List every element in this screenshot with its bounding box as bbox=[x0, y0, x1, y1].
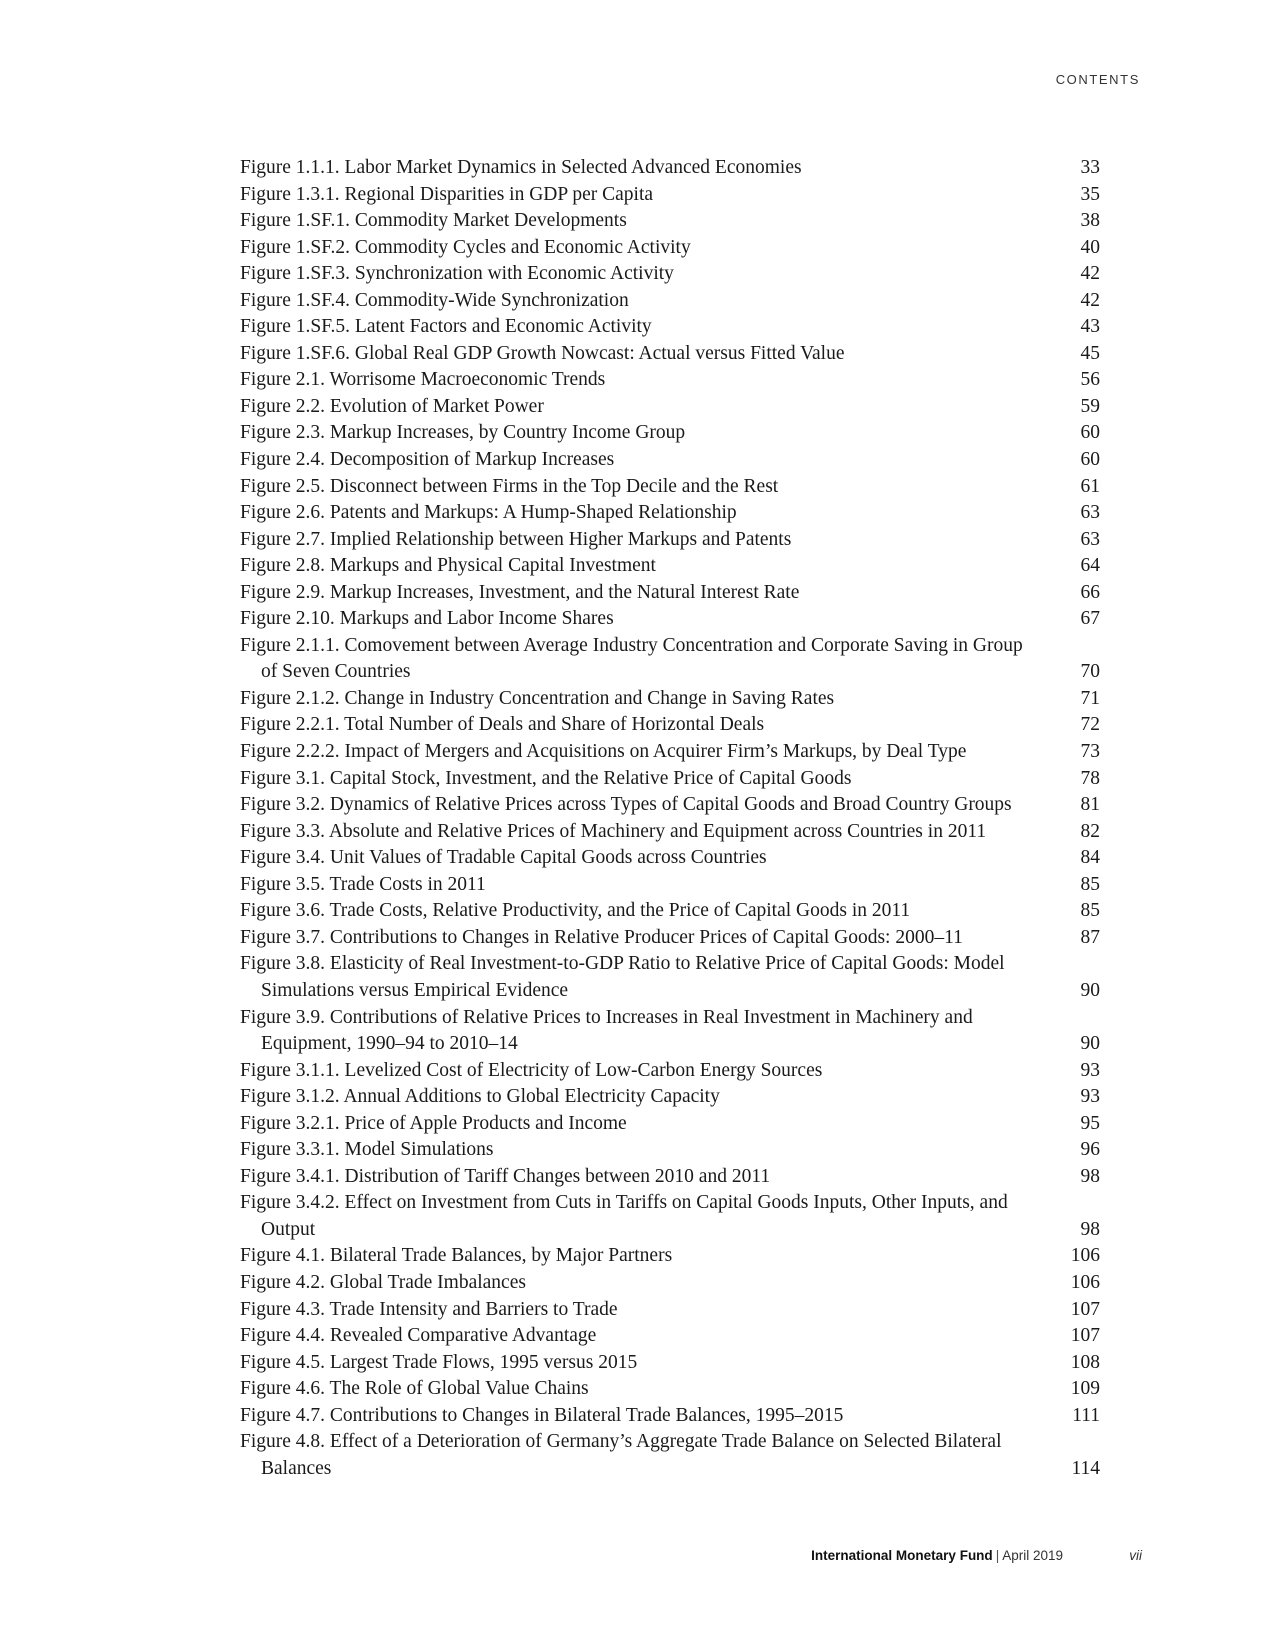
toc-entry-page: 33 bbox=[1080, 157, 1100, 178]
toc-entry-title: Figure 4.3. Trade Intensity and Barriers to Trade bbox=[240, 1298, 618, 1320]
toc-entry-page: 93 bbox=[1080, 1059, 1100, 1081]
toc-entry bbox=[240, 1270, 1100, 1297]
toc-entry bbox=[240, 898, 1100, 925]
toc-entry-page: 63 bbox=[1080, 528, 1100, 550]
footer-publisher: International Monetary Fund bbox=[811, 1548, 993, 1563]
toc-entry-page: 72 bbox=[1080, 714, 1100, 736]
toc-entry-title: Figure 1.SF.2. Commodity Cycles and Economic Activity bbox=[240, 236, 691, 258]
toc-entry-title: Figure 3.9. Contributions of Relative Prices to Increases in Real Investment in Machinery and Equipment, 1990–94 to 2010–14 bbox=[240, 1006, 973, 1055]
toc-entry bbox=[240, 1084, 1100, 1111]
toc-entry-page: 45 bbox=[1080, 342, 1100, 364]
toc-entry-page: 67 bbox=[1080, 608, 1100, 630]
toc-entry bbox=[240, 925, 1100, 952]
toc-entry-title: Figure 3.1.2. Annual Additions to Global Electricity Capacity bbox=[240, 1086, 720, 1108]
toc-entry-page: 71 bbox=[1080, 687, 1100, 709]
toc-entry-title: Figure 2.1. Worrisome Macroeconomic Trends bbox=[240, 369, 606, 391]
toc-entry-title: Figure 3.1. Capital Stock, Investment, and the Relative Price of Capital Goods bbox=[240, 767, 852, 789]
toc-entry bbox=[240, 553, 1100, 580]
toc-entry-page: 95 bbox=[1080, 1112, 1100, 1134]
toc-entry bbox=[240, 1058, 1100, 1085]
toc-entry-title: Figure 2.8. Markups and Physical Capital Investment bbox=[240, 555, 656, 577]
footer-date: April 2019 bbox=[1002, 1548, 1063, 1563]
toc-entry-page: 66 bbox=[1080, 581, 1100, 603]
toc-entry bbox=[240, 261, 1100, 288]
toc-entry-page: 90 bbox=[1080, 1033, 1100, 1055]
toc-entry-page: 107 bbox=[1070, 1298, 1100, 1320]
toc-entry-title: Figure 1.SF.5. Latent Factors and Economic Activity bbox=[240, 316, 652, 338]
toc-entry bbox=[240, 1005, 1100, 1058]
toc-entry-title: Figure 3.8. Elasticity of Real Investment-to-GDP Ratio to Relative Price of Capital Goods: Model Simulations versus Empirical Evidence bbox=[240, 953, 1005, 1001]
footer-page-number: vii bbox=[1129, 1548, 1142, 1563]
toc-entry bbox=[240, 474, 1100, 501]
toc-entry bbox=[240, 1376, 1100, 1403]
toc-entry-page: 63 bbox=[1080, 502, 1100, 524]
page-footer bbox=[0, 1548, 1275, 1568]
toc-entry bbox=[240, 527, 1100, 554]
toc-entry-title: Figure 3.4.1. Distribution of Tariff Changes between 2010 and 2011 bbox=[240, 1165, 771, 1187]
toc-entry bbox=[240, 447, 1100, 474]
toc-entry-title: Figure 2.2. Evolution of Market Power bbox=[240, 395, 544, 417]
toc-entry-title: Figure 3.2. Dynamics of Relative Prices across Types of Capital Goods and Broad Country Groups bbox=[240, 794, 1012, 816]
toc-entry-title: Figure 3.1.1. Levelized Cost of Electricity of Low-Carbon Energy Sources bbox=[240, 1059, 823, 1081]
toc-entry-title: Figure 2.4. Decomposition of Markup Increases bbox=[240, 449, 615, 471]
toc-entry bbox=[240, 1350, 1100, 1377]
toc-entry-page: 85 bbox=[1080, 873, 1100, 895]
toc-entry bbox=[240, 792, 1100, 819]
toc-entry-title: Figure 2.3. Markup Increases, by Country Income Group bbox=[240, 422, 686, 444]
toc-entry-page: 90 bbox=[1080, 979, 1100, 1001]
toc-entry bbox=[240, 1137, 1100, 1164]
toc-entry-page: 56 bbox=[1080, 369, 1100, 391]
toc-entry-page: 85 bbox=[1080, 900, 1100, 922]
toc-entry bbox=[240, 182, 1100, 209]
toc-entry-title: Figure 2.6. Patents and Markups: A Hump-Shaped Relationship bbox=[240, 502, 737, 524]
toc-entry-title: Figure 4.5. Largest Trade Flows, 1995 versus 2015 bbox=[240, 1351, 638, 1373]
toc-entry-title: Figure 3.6. Trade Costs, Relative Productivity, and the Price of Capital Goods in 2011 bbox=[240, 900, 911, 922]
toc-entry-title: Figure 2.9. Markup Increases, Investment, and the Natural Interest Rate bbox=[240, 581, 800, 603]
toc-entry bbox=[240, 580, 1100, 607]
toc-entry bbox=[240, 208, 1100, 235]
toc-entry-page: 42 bbox=[1080, 289, 1100, 311]
toc-entry-page: 60 bbox=[1080, 449, 1100, 471]
toc-entry-page: 108 bbox=[1070, 1351, 1100, 1373]
toc-entry-page: 60 bbox=[1080, 422, 1100, 444]
toc-entry-title: Figure 4.7. Contributions to Changes in Bilateral Trade Balances, 1995–2015 bbox=[240, 1404, 844, 1426]
toc-entry bbox=[240, 500, 1100, 527]
toc-entry-page: 114 bbox=[1071, 1457, 1100, 1479]
toc-entry-title: Figure 2.1.2. Change in Industry Concentration and Change in Saving Rates bbox=[240, 687, 835, 709]
toc-entry-title: Figure 3.3. Absolute and Relative Prices of Machinery and Equipment across Countries in 2011 bbox=[240, 820, 987, 842]
toc-entry bbox=[240, 606, 1100, 633]
toc-entry-title: Figure 2.7. Implied Relationship between Higher Markups and Patents bbox=[240, 528, 792, 550]
toc-entry-page: 35 bbox=[1080, 183, 1100, 205]
toc-entry bbox=[240, 341, 1100, 368]
toc-entry bbox=[240, 819, 1100, 846]
toc-entry-page: 64 bbox=[1080, 555, 1100, 577]
toc-entry-page: 98 bbox=[1080, 1165, 1100, 1187]
toc-entry-title: Figure 3.3.1. Model Simulations bbox=[240, 1139, 494, 1161]
toc-entry-title: Figure 4.1. Bilateral Trade Balances, by Major Partners bbox=[240, 1245, 673, 1267]
toc-entry-page: 73 bbox=[1080, 741, 1100, 763]
toc-entry-page: 59 bbox=[1080, 395, 1100, 417]
toc-entry-title: Figure 4.8. Effect of a Deterioration of Germany’s Aggregate Trade Balance on Selected Bilateral Balances bbox=[240, 1431, 1002, 1479]
toc-entry-page: 109 bbox=[1070, 1378, 1100, 1400]
toc-entry-page: 98 bbox=[1080, 1218, 1100, 1240]
toc-entry-title: Figure 4.2. Global Trade Imbalances bbox=[240, 1271, 526, 1293]
footer-separator: | bbox=[995, 1548, 1000, 1563]
toc-entry bbox=[240, 1190, 1100, 1243]
toc-entry-page: 70 bbox=[1080, 661, 1100, 683]
toc-entry-page: 106 bbox=[1070, 1245, 1100, 1267]
toc-entry-page: 111 bbox=[1072, 1404, 1100, 1426]
running-head: CONTENTS bbox=[1055, 72, 1140, 87]
footer-publication bbox=[811, 1548, 1063, 1563]
toc-entry bbox=[240, 872, 1100, 899]
toc-entry bbox=[240, 1111, 1100, 1138]
toc-entry bbox=[240, 367, 1100, 394]
toc-entry bbox=[240, 155, 1100, 182]
toc-entry-title: Figure 4.6. The Role of Global Value Chains bbox=[240, 1378, 589, 1400]
toc-entry-page: 81 bbox=[1080, 794, 1100, 816]
toc-entry bbox=[240, 686, 1100, 713]
toc-entry-title: Figure 1.1.1. Labor Market Dynamics in Selected Advanced Economies bbox=[240, 157, 802, 178]
toc-entry bbox=[240, 951, 1100, 1004]
toc-entry-title: Figure 1.SF.3. Synchronization with Economic Activity bbox=[240, 263, 674, 285]
toc-entry-page: 78 bbox=[1080, 767, 1100, 789]
toc-entry-title: Figure 2.2.1. Total Number of Deals and Share of Horizontal Deals bbox=[240, 714, 765, 736]
toc-entry-title: Figure 3.4.2. Effect on Investment from Cuts in Tariffs on Capital Goods Inputs, Other Inputs, and Output bbox=[240, 1192, 1008, 1240]
toc-entry-title: Figure 2.5. Disconnect between Firms in the Top Decile and the Rest bbox=[240, 475, 779, 497]
toc-entry bbox=[240, 1297, 1100, 1324]
toc-entry-title: Figure 1.SF.4. Commodity-Wide Synchronization bbox=[240, 289, 629, 311]
toc-entry-title: Figure 3.2.1. Price of Apple Products and Income bbox=[240, 1112, 627, 1134]
toc-entry-title: Figure 3.7. Contributions to Changes in Relative Producer Prices of Capital Goods: 2000–11 bbox=[240, 926, 963, 948]
toc-entry bbox=[240, 845, 1100, 872]
toc-entry bbox=[240, 420, 1100, 447]
toc-entry-page: 93 bbox=[1080, 1086, 1100, 1108]
toc-entry bbox=[240, 1164, 1100, 1191]
toc-entry-page: 42 bbox=[1080, 263, 1100, 285]
toc-entry bbox=[240, 288, 1100, 315]
toc-entry-page: 84 bbox=[1080, 847, 1100, 869]
toc-entry-page: 107 bbox=[1070, 1325, 1100, 1347]
toc-entry bbox=[240, 712, 1100, 739]
toc-entry-title: Figure 3.4. Unit Values of Tradable Capital Goods across Countries bbox=[240, 847, 767, 869]
toc-entry bbox=[240, 739, 1100, 766]
toc-entry bbox=[240, 394, 1100, 421]
toc-entry-title: Figure 2.10. Markups and Labor Income Shares bbox=[240, 608, 614, 630]
toc-entry bbox=[240, 235, 1100, 262]
toc-entry-page: 40 bbox=[1080, 236, 1100, 258]
toc-entry-page: 61 bbox=[1080, 475, 1100, 497]
toc-entry bbox=[240, 1403, 1100, 1430]
toc-entry-title: Figure 1.3.1. Regional Disparities in GDP per Capita bbox=[240, 183, 654, 205]
toc-entry bbox=[240, 633, 1100, 686]
toc-entry bbox=[240, 1429, 1100, 1482]
toc-entry-title: Figure 4.4. Revealed Comparative Advantage bbox=[240, 1325, 597, 1347]
toc-entry bbox=[240, 314, 1100, 341]
toc-entry-page: 43 bbox=[1080, 316, 1100, 338]
figure-list bbox=[240, 155, 1100, 1482]
toc-entry-title: Figure 2.2.2. Impact of Mergers and Acquisitions on Acquirer Firm’s Markups, by Deal Type bbox=[240, 741, 967, 763]
toc-entry-title: Figure 1.SF.6. Global Real GDP Growth Nowcast: Actual versus Fitted Value bbox=[240, 342, 845, 364]
toc-entry-page: 87 bbox=[1080, 926, 1100, 948]
toc-entry bbox=[240, 1323, 1100, 1350]
toc-entry bbox=[240, 1243, 1100, 1270]
toc-entry-page: 96 bbox=[1080, 1139, 1100, 1161]
toc-entry-page: 38 bbox=[1080, 210, 1100, 232]
toc-entry bbox=[240, 766, 1100, 793]
toc-entry-title: Figure 2.1.1. Comovement between Average Industry Concentration and Corporate Saving in Group of Seven Countries bbox=[240, 634, 1023, 683]
toc-entry-title: Figure 1.SF.1. Commodity Market Developments bbox=[240, 210, 627, 232]
toc-entry-title: Figure 3.5. Trade Costs in 2011 bbox=[240, 873, 486, 895]
toc-entry-page: 82 bbox=[1080, 820, 1100, 842]
toc-entry-page: 106 bbox=[1070, 1271, 1100, 1293]
